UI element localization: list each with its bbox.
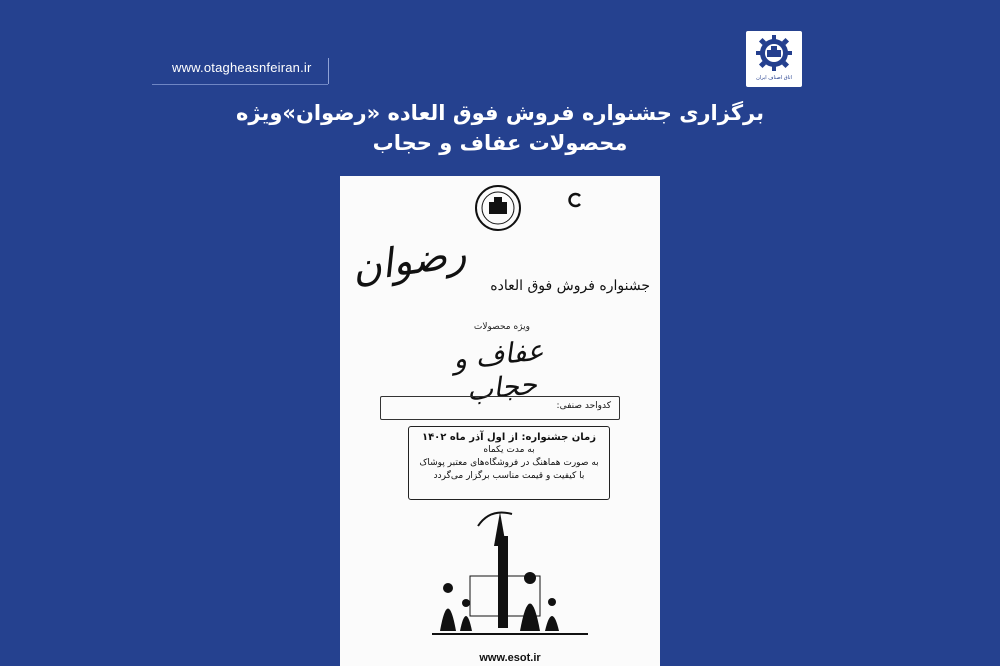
poster-brand-calligraphy: رضوان: [349, 230, 469, 292]
festival-date: زمان جشنواره: از اول آذر ماه ۱۴۰۲: [421, 432, 597, 443]
festival-duration: به مدت یکماه: [483, 445, 535, 455]
festival-venue: به صورت هماهنگ در فروشگاه‌های معتبر پوشاک: [419, 458, 599, 468]
logo-caption: اتاق اصناف ایران: [756, 75, 792, 81]
guild-code-label: کدواحد صنفی:: [556, 401, 611, 411]
url-bar-cap: [322, 58, 329, 84]
website-url-bar: [152, 54, 328, 85]
headline-line-1: برگزاری جشنواره فروش فوق العاده «رضوان»ویژه: [236, 101, 764, 125]
guild-chamber-logo: [746, 31, 802, 87]
poster-product-calligraphy: عفاف و حجاب: [451, 333, 546, 408]
festival-poster: [340, 176, 660, 666]
website-url[interactable]: www.otagheasnfeiran.ir: [172, 60, 312, 75]
headline-line-2: محصولات عفاف و حجاب: [372, 131, 628, 155]
corner-mark-icon: [568, 192, 584, 208]
poster-festival-title: جشنواره فروش فوق العاده: [490, 278, 650, 294]
emblem-icon: [474, 184, 522, 232]
hijab-family-illustration: [420, 506, 600, 646]
festival-quality-note: با کیفیت و قیمت مناسب برگزار می‌گردد: [433, 471, 585, 481]
festival-info-box: [408, 426, 610, 500]
article-headline: [170, 98, 830, 158]
guild-code-field: [380, 396, 620, 420]
poster-subtitle: ویژه محصولات: [473, 322, 530, 332]
poster-website-url: www.esot.ir: [479, 652, 541, 664]
